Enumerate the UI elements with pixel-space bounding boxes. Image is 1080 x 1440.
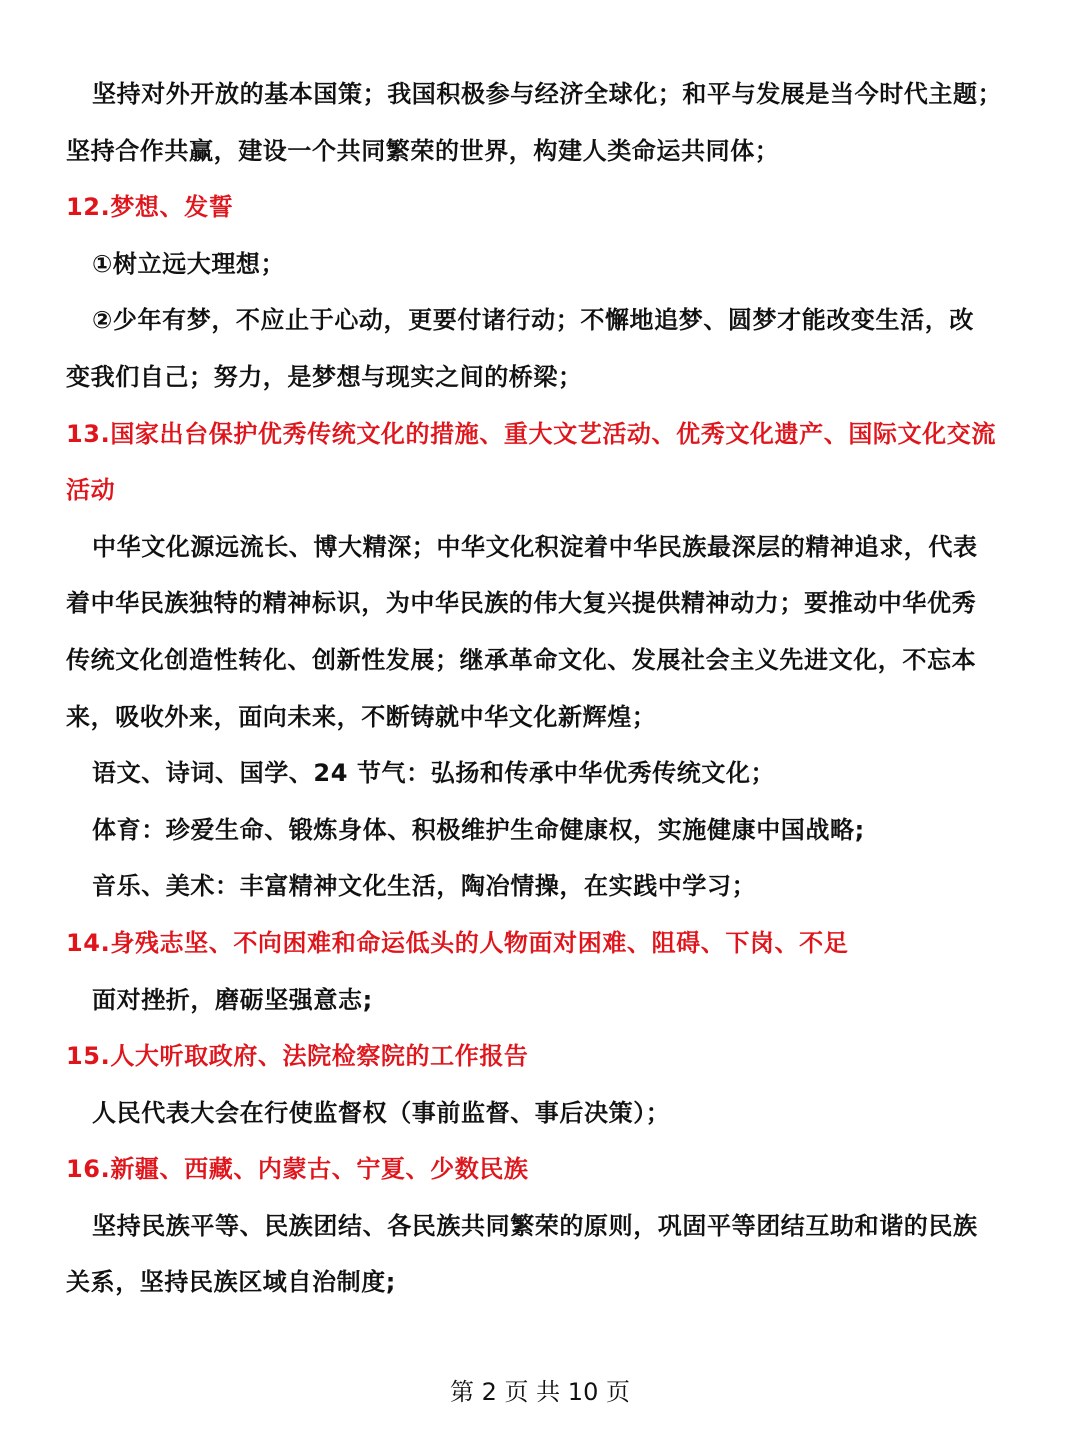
paragraph-line: 面对挫折，磨砺坚强意志; bbox=[92, 985, 373, 1014]
paragraph-line: 语文、诗词、国学、24 节气：弘扬和传承中华优秀传统文化； bbox=[92, 759, 776, 788]
paragraph-line: 关系，坚持民族区域自治制度; bbox=[66, 1268, 396, 1297]
paragraph-line: 坚持民族平等、民族团结、各民族共同繁荣的原则，巩固平等团结互助和谐的民族 bbox=[92, 1211, 978, 1240]
section-heading-16: 16.新疆、西藏、内蒙古、宁夏、少数民族 bbox=[66, 1155, 529, 1184]
section-heading-12: 12.梦想、发誓 bbox=[66, 193, 234, 222]
paragraph-line: 坚持对外开放的基本国策；我国积极参与经济全球化；和平与发展是当今时代主题； bbox=[92, 80, 1003, 108]
paragraph-line: ①树立远大理想； bbox=[92, 249, 286, 278]
paragraph-line: 音乐、美术：丰富精神文化生活，陶冶情操，在实践中学习； bbox=[92, 872, 757, 901]
paragraph-line: 人民代表大会在行使监督权（事前监督、事后决策）； bbox=[92, 1098, 671, 1127]
paragraph-line: 体育：珍爱生命、锻炼身体、积极维护生命健康权，实施健康中国战略; bbox=[92, 815, 865, 844]
section-heading-13: 13.国家出台保护优秀传统文化的措施、重大文艺活动、优秀文化遗产、国际文化交流 bbox=[66, 419, 996, 448]
section-heading-13-continued: 活动 bbox=[66, 476, 116, 505]
paragraph-line: ②少年有梦，不应止于心动，更要付诸行动；不懈地追梦、圆梦才能改变生活，改 bbox=[92, 306, 974, 335]
paragraph-line: 来，吸收外来，面向未来，不断铸就中华文化新辉煌； bbox=[66, 702, 657, 731]
paragraph-line: 坚持合作共赢，建设一个共同繁荣的世界，构建人类命运共同体； bbox=[66, 136, 780, 165]
paragraph-line: 中华文化源远流长、博大精深；中华文化积淀着中华民族最深层的精神追求，代表 bbox=[92, 532, 978, 561]
document-page bbox=[66, 66, 1016, 1311]
section-heading-14: 14.身残志坚、不向困难和命运低头的人物面对困难、阻碍、下岗、不足 bbox=[66, 928, 849, 957]
page-footer: 第 2 页 共 10 页 bbox=[450, 1378, 630, 1406]
paragraph-line: 传统文化创造性转化、创新性发展；继承革命文化、发展社会主义先进文化，不忘本 bbox=[66, 645, 977, 674]
paragraph-line: 着中华民族独特的精神标识，为中华民族的伟大复兴提供精神动力；要推动中华优秀 bbox=[66, 589, 977, 618]
section-heading-15: 15.人大听取政府、法院检察院的工作报告 bbox=[66, 1042, 529, 1071]
paragraph-line: 变我们自己；努力，是梦想与现实之间的桥梁； bbox=[66, 362, 583, 391]
